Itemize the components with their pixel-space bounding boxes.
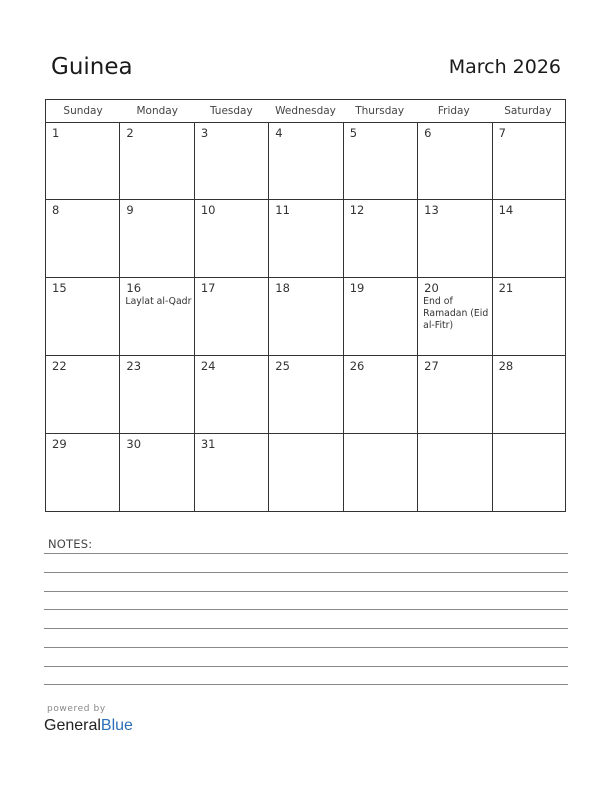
holiday-label: Laylat al-Qadr: [125, 296, 192, 307]
day-number: 3: [200, 126, 209, 140]
day-number: 13: [424, 203, 439, 217]
brand-blue: Blue: [100, 717, 133, 734]
day-cell: [492, 434, 566, 512]
day-cell: [492, 200, 566, 278]
day-cell: [268, 200, 343, 278]
calendar-grid: [45, 123, 566, 512]
day-number: 1: [52, 126, 60, 140]
day-cell: [268, 278, 343, 356]
day-cell: [343, 434, 418, 512]
country-title: Guinea: [51, 54, 133, 80]
brand-general: General: [44, 717, 101, 734]
day-number: 9: [126, 203, 134, 217]
day-cell: [119, 356, 194, 434]
notes-label: NOTES:: [48, 537, 93, 551]
weekday-wednesday: Wednesday: [275, 105, 336, 117]
day-number: 10: [200, 203, 216, 217]
note-line: [44, 572, 568, 573]
day-number: 7: [498, 126, 506, 140]
day-cell: [343, 356, 418, 434]
day-number: 28: [498, 359, 514, 373]
day-cell: [119, 434, 194, 512]
day-cell: [119, 278, 194, 356]
day-number: 23: [126, 359, 142, 373]
note-line: [44, 609, 568, 610]
day-cell: [268, 356, 343, 434]
day-number: 18: [275, 281, 290, 295]
day-number: 12: [349, 203, 365, 217]
day-number: 6: [424, 126, 432, 140]
day-cell: [417, 434, 492, 512]
weekday-monday: Monday: [136, 105, 178, 117]
month-year-title: March 2026: [448, 56, 561, 78]
weekday-thursday: Thursday: [355, 105, 405, 117]
day-number: 14: [498, 203, 514, 217]
day-number: 15: [52, 281, 67, 295]
note-line: [44, 591, 568, 592]
day-number: 4: [275, 126, 283, 140]
holiday-label: End of Ramadan (Eid al-Fitr): [423, 296, 489, 331]
day-number: 30: [126, 437, 142, 451]
day-cell: [45, 278, 120, 356]
weekday-friday: Friday: [437, 105, 470, 117]
day-number: 31: [200, 437, 216, 451]
day-cell: [119, 123, 194, 200]
day-number: 8: [52, 203, 60, 217]
day-cell: [194, 434, 269, 512]
day-number: 29: [52, 437, 67, 451]
day-cell: [194, 123, 269, 200]
day-cell: [417, 356, 492, 434]
day-number: 24: [200, 359, 216, 373]
day-number: 26: [349, 359, 365, 373]
day-cell: [417, 123, 492, 200]
day-number: 16: [126, 281, 142, 295]
day-cell: [194, 200, 269, 278]
note-line: [44, 647, 568, 648]
weekday-tuesday: Tuesday: [209, 105, 253, 117]
day-number: 27: [424, 359, 439, 373]
weekday-saturday: Saturday: [504, 105, 552, 117]
day-cell: [119, 200, 194, 278]
day-cell: [492, 123, 566, 200]
generalblue-logo: [44, 717, 133, 735]
day-cell: [268, 434, 343, 512]
day-cell: [45, 356, 120, 434]
day-cell: [417, 200, 492, 278]
day-number: 2: [126, 126, 134, 140]
note-line: [44, 666, 568, 667]
day-cell: [417, 278, 492, 356]
day-cell: [45, 200, 120, 278]
day-cell: [194, 356, 269, 434]
day-cell: [343, 278, 418, 356]
weekday-header-row: [45, 99, 566, 123]
day-number: 17: [200, 281, 216, 295]
day-cell: [343, 123, 418, 200]
day-cell: [343, 200, 418, 278]
day-number: 5: [349, 126, 358, 140]
day-number: 22: [52, 359, 67, 373]
day-number: 25: [275, 359, 290, 373]
calendar: [45, 99, 566, 512]
day-number: 20: [424, 281, 439, 295]
day-cell: [268, 123, 343, 200]
day-cell: [45, 434, 120, 512]
day-number: 21: [498, 281, 514, 295]
day-cell: [492, 278, 566, 356]
note-line: [44, 628, 568, 629]
day-cell: [492, 356, 566, 434]
day-cell: [194, 278, 269, 356]
day-number: 19: [349, 281, 365, 295]
note-line: [44, 553, 568, 554]
powered-by-text: powered by: [47, 704, 106, 714]
note-line: [44, 684, 568, 685]
day-cell: [45, 123, 120, 200]
day-number: 11: [275, 203, 290, 217]
weekday-sunday: Sunday: [63, 105, 103, 117]
